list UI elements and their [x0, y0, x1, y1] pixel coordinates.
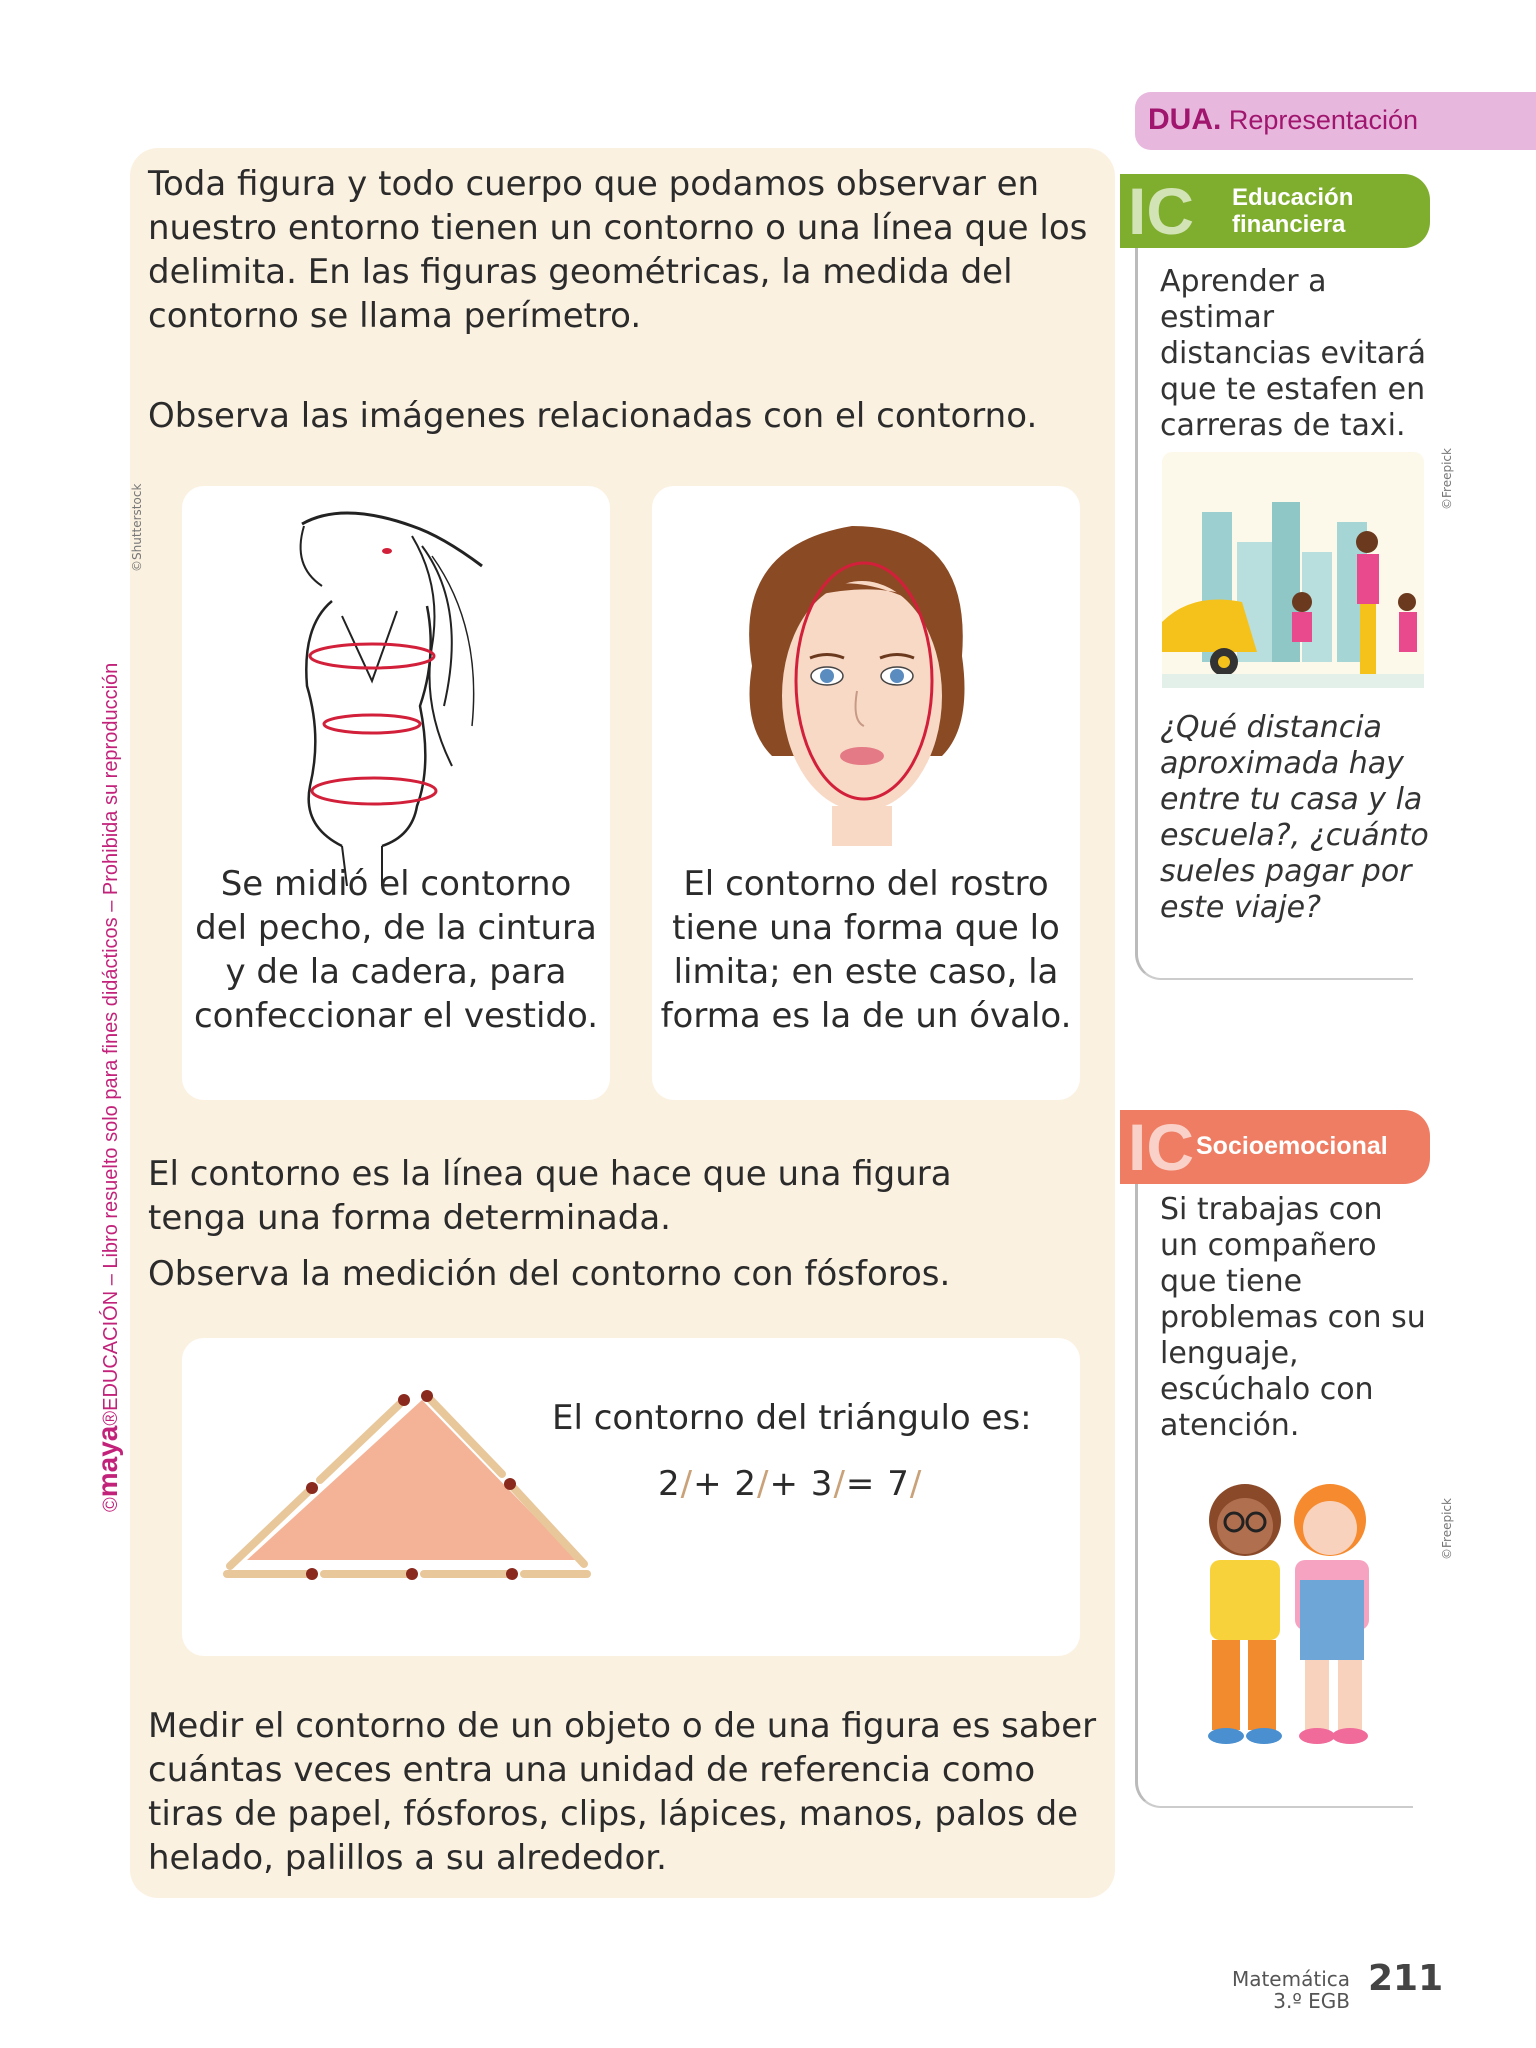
socio-header — [1120, 1110, 1430, 1184]
face-card — [652, 486, 1080, 1100]
financial-title: Educación financiera — [1232, 184, 1354, 238]
intro-paragraph: Toda figura y todo cuerpo que podamos observar en nuestro entorno tienen un contorno o una línea que los delimita. En las figuras geométricas, la medida del contorno se llama perímetro. — [148, 164, 1088, 336]
triangle-equation: 2/+ 2/+ 3/= 7/ — [658, 1464, 923, 1504]
socio-text: Si trabajas con un compañero que tiene problemas con su lenguaje, escúchalo con atención. — [1160, 1192, 1426, 1443]
observe-images-text: Observa las imágenes relacionadas con el contorno. — [148, 396, 1038, 436]
financial-header — [1120, 174, 1430, 248]
financial-text: Aprender a estimar distancias evitará que te estafen en carreras de taxi. — [1160, 264, 1426, 443]
taxi-credit: ©Freepick — [1440, 448, 1454, 510]
friends-illustration — [1160, 1470, 1422, 1760]
dress-card — [130, 483, 610, 1100]
conclusion-text: Medir el contorno de un objeto o de una figura es saber cuántas veces entra una unidad de referencia como tiras de papel, fósforos, clips, lápices, manos, palos de helado, palillos a su alrededor. — [148, 1706, 1097, 1878]
triangle-label: El contorno del triángulo es: — [552, 1398, 1032, 1438]
dress-illustration — [182, 506, 610, 886]
socio-title: Socioemocional — [1196, 1132, 1388, 1160]
matchstick-triangle — [182, 1338, 602, 1656]
friends-credit: ©Freepick — [1440, 1498, 1454, 1560]
observe-matches-text: Observa la medición del contorno con fósforos. — [148, 1254, 951, 1294]
page-number: 211 — [1368, 1958, 1444, 1999]
triangle-card — [182, 1338, 1080, 1656]
taxi-illustration — [1162, 452, 1424, 688]
side-copyright: ©maya®EDUCACIÓN – Libro resuelto solo para fines didácticos – Prohibida su reproducción — [92, 662, 123, 1512]
face-caption: El contorno del rostro tiene una forma que lo limita; en este caso, la forma es la de un óvalo. — [660, 864, 1072, 1036]
definition-text: El contorno es la línea que hace que una figura tenga una forma determinada. — [148, 1154, 952, 1238]
dress-caption: Se midió el contorno del pecho, de la cintura y de la cadera, para confeccionar el vestido. — [193, 864, 599, 1036]
dua-label: DUA. Representación — [1148, 103, 1418, 136]
face-illustration — [652, 506, 1080, 886]
dress-credit: ©Shutterstock — [130, 483, 144, 572]
ic-badge: IC — [1128, 174, 1194, 248]
footer-subject: Matemática 3.º EGB — [1231, 1967, 1350, 2013]
ic-badge-socio: IC — [1128, 1110, 1194, 1184]
financial-question: ¿Qué distancia aproximada hay entre tu casa y la escuela?, ¿cuánto sueles pagar por este viaje? — [1160, 710, 1429, 925]
